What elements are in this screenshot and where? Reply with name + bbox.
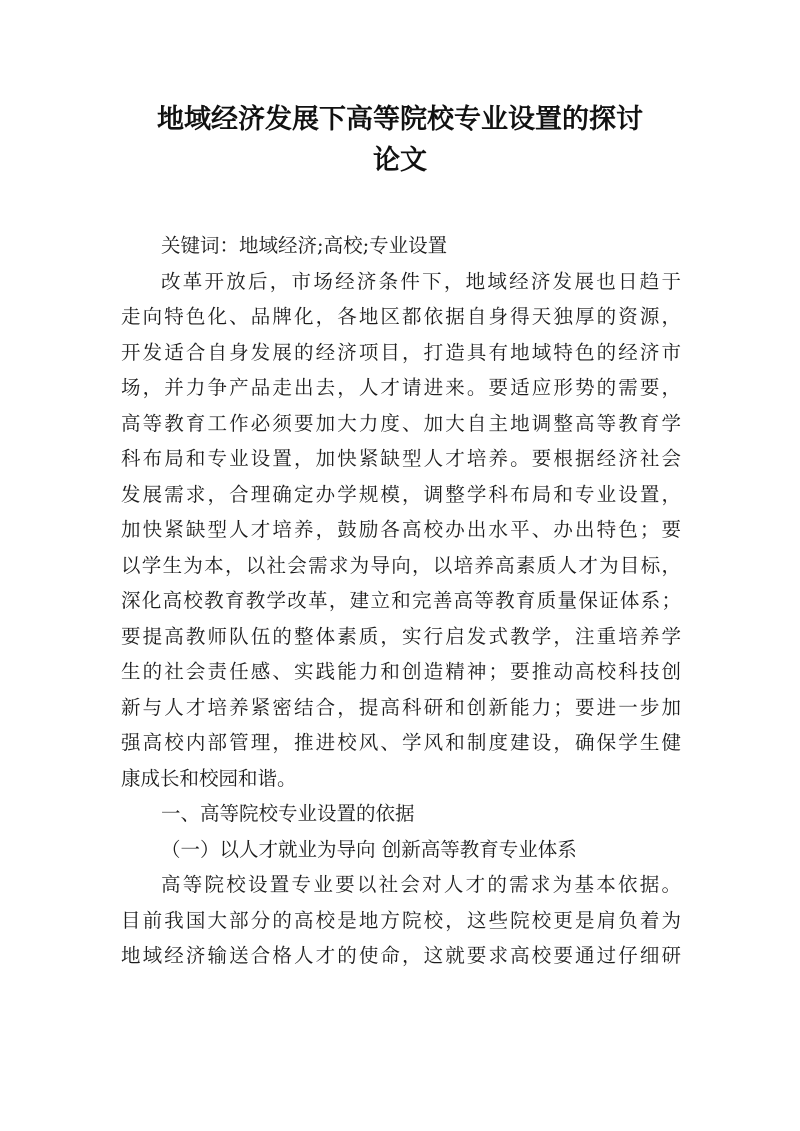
section-heading: 一、高等院校专业设置的依据 bbox=[161, 802, 415, 825]
subsection-heading: （一）以人才就业为导向 创新高等教育专业体系 bbox=[161, 837, 577, 861]
body-line: 场，并力争产品走出去，人才请进来。要适应形势的需要， bbox=[121, 376, 681, 399]
body-line: 地域经济输送合格人才的使命，这就要求高校要通过仔细研 bbox=[121, 944, 681, 967]
body-line: 走向特色化、品牌化，各地区都依据自身得天独厚的资源， bbox=[121, 305, 681, 328]
document-title-line-1: 地域经济发展下高等院校专业设置的探讨 bbox=[157, 104, 643, 135]
body-line: 强高校内部管理，推进校风、学风和制度建设，确保学生健 bbox=[121, 731, 681, 754]
body-line: 康成长和校园和谐。 bbox=[121, 766, 297, 790]
document-body bbox=[121, 228, 681, 974]
body-line: 发展需求，合理确定办学规模，调整学科布局和专业设置， bbox=[121, 482, 681, 506]
body-line: 改革开放后，市场经济条件下，地域经济发展也日趋于 bbox=[161, 269, 681, 293]
body-line: 新与人才培养紧密结合，提高科研和创新能力；要进一步加 bbox=[121, 695, 681, 719]
body-line: 生的社会责任感、实践能力和创造精神；要推动高校科技创 bbox=[121, 660, 681, 683]
body-line: 科布局和专业设置，加快紧缺型人才培养。要根据经济社会 bbox=[121, 447, 681, 470]
body-line: 深化高校教育教学改革，建立和完善高等教育质量保证体系； bbox=[121, 589, 681, 612]
body-line: 高等院校设置专业要以社会对人才的需求为基本依据。 bbox=[161, 873, 681, 896]
document-title-line-2: 论文 bbox=[373, 145, 427, 176]
body-line: 高等教育工作必须要加大力度、加大自主地调整高等教育学 bbox=[121, 411, 681, 435]
keywords-line: 关键词：地域经济;高校;专业设置 bbox=[161, 234, 448, 257]
body-line: 加快紧缺型人才培养，鼓励各高校办出水平、办出特色；要 bbox=[121, 518, 681, 541]
body-line: 要提高教师队伍的整体素质，实行启发式教学，注重培养学 bbox=[121, 624, 681, 648]
body-line: 以学生为本，以社会需求为导向，以培养高素质人才为目标， bbox=[121, 553, 681, 577]
body-line: 开发适合自身发展的经济项目，打造具有地域特色的经济市 bbox=[121, 340, 681, 364]
body-line: 目前我国大部分的高校是地方院校，这些院校更是肩负着为 bbox=[121, 908, 681, 932]
